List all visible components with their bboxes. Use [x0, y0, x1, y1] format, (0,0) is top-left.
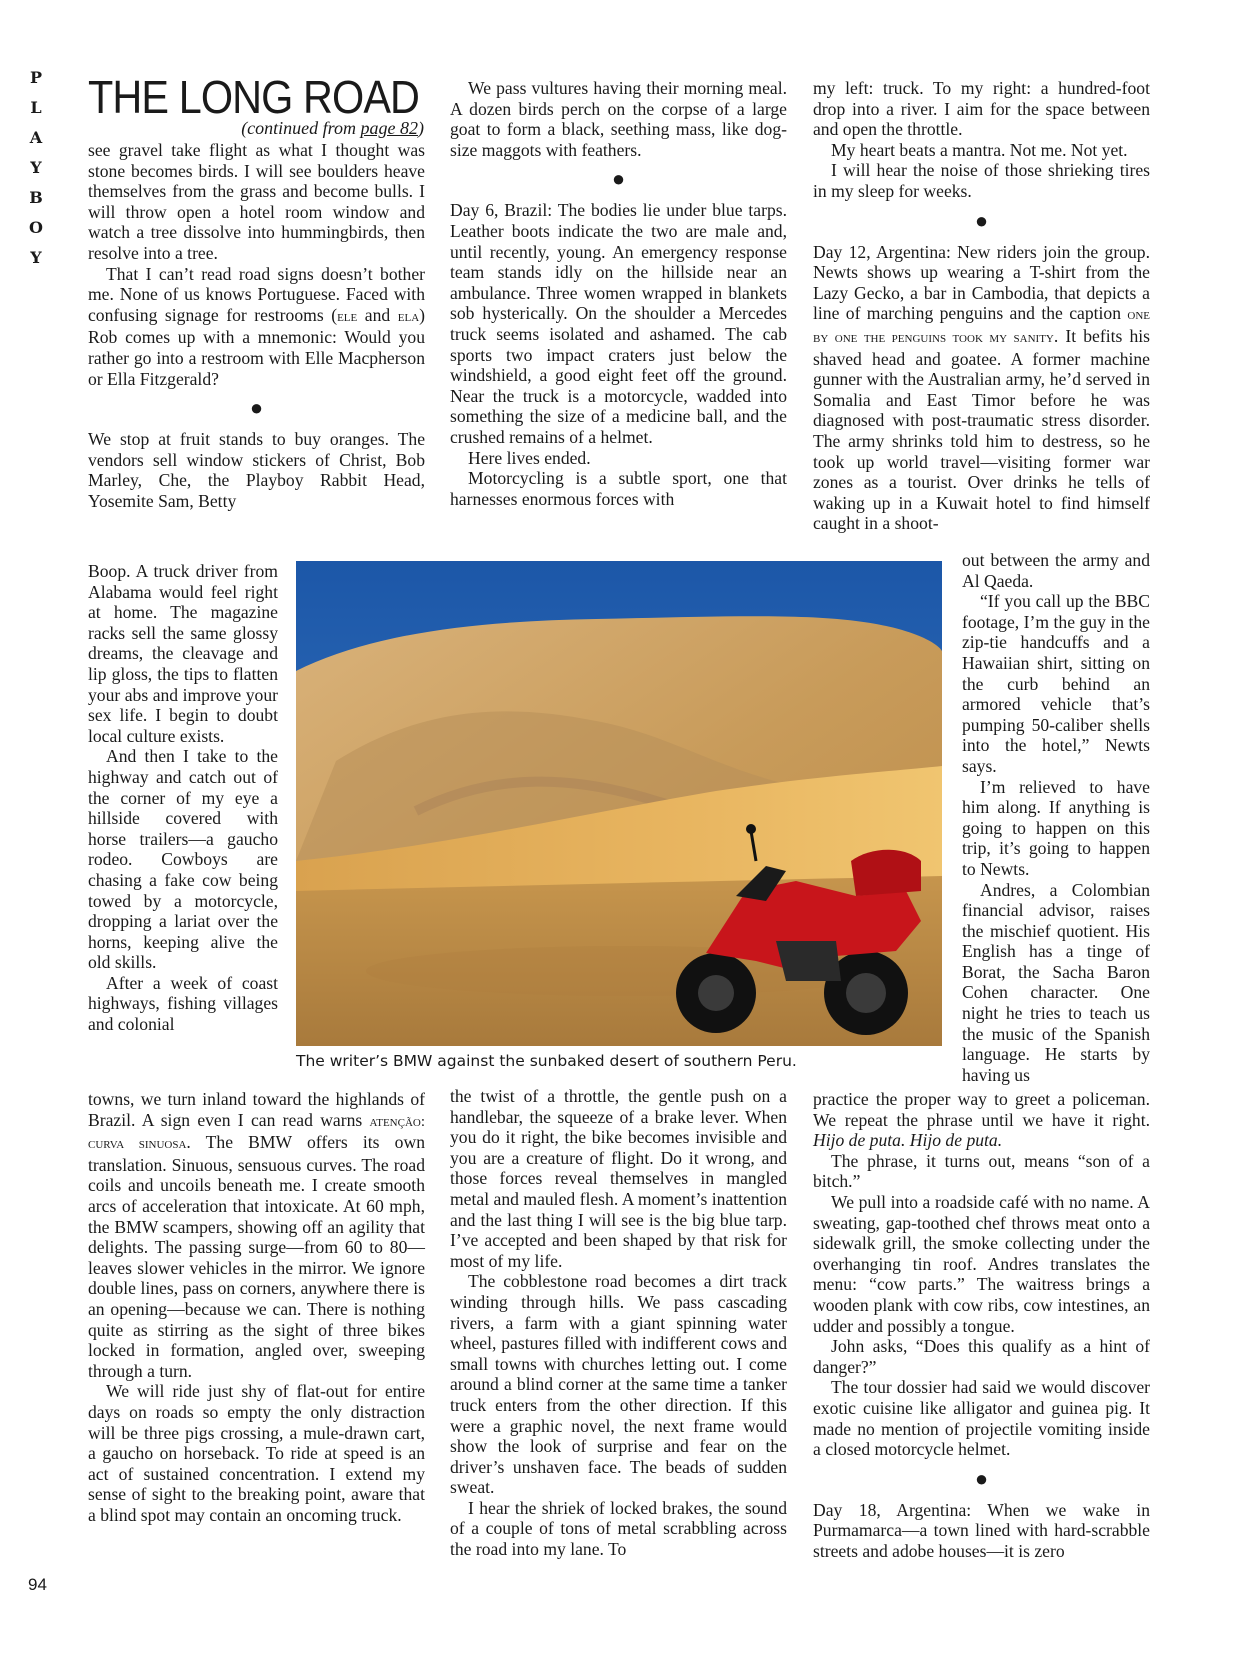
paragraph: I hear the shriek of locked brakes, the sound of a couple of tons of metal scrabbling across the road into my lane. To	[450, 1497, 787, 1560]
magazine-letter: L	[30, 98, 42, 117]
paragraph: Here lives ended.	[468, 447, 591, 468]
paragraph: I will hear the noise of those shrieking tires in my sleep for weeks.	[813, 160, 1150, 201]
paragraph: We will ride just shy of flat-out for entire days on roads so empty the only distraction will be three pigs crossing, a mule-drawn cart, a gaucho on horseback. To ride at speed is an act of sustained concentration. I extend my sense of sight to the breaking point, aware that a blind spot may contain an oncoming truck.	[88, 1381, 425, 1525]
section-bullet: ●	[974, 207, 989, 233]
magazine-letter: Y	[30, 248, 42, 267]
magazine-letter: O	[29, 218, 43, 237]
paragraph: practice the proper way to greet a policeman. We repeat the phrase until we have it right. Hijo de puta. Hijo de puta.	[813, 1089, 1150, 1151]
paragraph: We stop at fruit stands to buy oranges. The vendors sell window stickers of Christ, Bob Marley, Che, the Playboy Rabbit Head, Yosemite Sam, Betty	[88, 429, 425, 511]
continued-prefix: (continued from	[241, 118, 361, 138]
column-2-bottom	[450, 1086, 787, 1560]
paragraph: my left: truck. To my right: a hundred-foot drop into a river. I aim for the space between and open the throttle.	[813, 78, 1150, 140]
paragraph: The phrase, it turns out, means “son of a bitch.”	[813, 1150, 1150, 1192]
magazine-letter: Y	[30, 158, 42, 177]
paragraph: We pull into a roadside café with no name. A sweating, gap-toothed chef throws meat onto a sidewalk grill, the smoke collecting under the overhanging tin roof. Andres translates the menu: “cow parts.” The waitress brings a wooden plank with cow ribs, cow intestines, an udder and possibly a tongue.	[813, 1191, 1150, 1336]
column-3-top	[813, 78, 1150, 534]
magazine-name-vertical	[22, 70, 50, 280]
magazine-letter: A	[29, 128, 43, 147]
photo-illustration	[296, 561, 942, 1046]
magazine-letter: B	[29, 188, 43, 207]
article-title: THE LONG ROAD	[88, 71, 420, 123]
paragraph: “If you call up the BBC footage, I’m the guy in the zip-tie handcuffs and a Hawaiian shirt, sitting on the curb behind an armored vehicle that’s pumping 50-caliber shells into the hotel,” Newts says.	[962, 591, 1150, 776]
column-3-bottom	[813, 1089, 1150, 1561]
section-bullet: ●	[611, 166, 626, 192]
paragraph: The tour dossier had said we would discover exotic cuisine like alligator and guinea pig. It made no mention of projectile vomiting inside a closed motorcycle helmet.	[813, 1377, 1150, 1460]
paragraph: The cobblestone road becomes a dirt track winding through hills. We pass cascading rivers, a farm with a giant spinning water wheel, pastures filled with indifferent cows and small towns with churches letting out. I come around a blind corner at the same time a tanker truck enters from the other direction. If this were a graphic novel, the next frame would show the look of surprise and fear on the driver’s unshaven face. The beads of sudden sweat.	[450, 1271, 787, 1498]
page-number: 94	[28, 1575, 47, 1594]
paragraph: see gravel take flight as what I thought was stone becomes birds. I will see boulders heave themselves from the grass and become bulls. I will throw open a hotel room window and watch a tree dissolve into hummingbirds, then resolve into a tree.	[88, 140, 425, 263]
desert-motorcycle-photo	[296, 561, 942, 1046]
paragraph: the twist of a throttle, the gentle push on a handlebar, the squeeze of a brake lever. When you do it right, the bike becomes invisible and you are a creature of flight. Do it wrong, and those forces reveal themselves in mangled metal and mauled flesh. A moment’s inattention and the last thing I will see is the big blue tarp. I’ve accepted and been shaped by that risk for most of my life.	[450, 1086, 787, 1271]
paragraph: John asks, “Does this qualify as a hint of danger?”	[813, 1336, 1150, 1377]
column-1-bottom	[88, 1089, 425, 1525]
paragraph: Day 6, Brazil: The bodies lie under blue tarps. Leather boots indicate the two are male and, until recently, young. An emergency response team stands idly on the hillside near an ambulance. Three women wrapped in blankets sob hysterically. On the shoulder a Mercedes truck seems isolated and ashamed. The cab sports two impact craters just below the windshield, a good eight feet off the ground. Near the truck is a motorcycle, wadded into something the size of a medicine ball, and the crushed remains of a helmet.	[450, 200, 787, 447]
column-2-top	[450, 78, 787, 509]
photo-caption: The writer’s BMW against the sunbaked desert of southern Peru.	[296, 1052, 797, 1070]
section-bullet: ●	[249, 395, 264, 421]
paragraph: Andres, a Colombian financial advisor, raises the mischief quotient. His English has a tinge of Borat, the Sacha Baron Cohen character. One night he tries to teach us the music of the Spanish language. He starts by having us	[962, 879, 1150, 1085]
column-1-wrap	[88, 561, 278, 1035]
paragraph: We pass vultures having their morning meal. A dozen birds perch on the corpse of a large goat to form a black, seething mass, like dog-size maggots with feathers.	[450, 78, 787, 160]
paragraph: Motorcycling is a subtle sport, one that harnesses enormous forces with	[450, 468, 787, 509]
continued-note	[88, 118, 424, 139]
magazine-letter: P	[29, 68, 43, 87]
paragraph: Day 12, Argentina: New riders join the group. Newts shows up wearing a T-shirt from the Lazy Gecko, a bar in Cambodia, that depicts a line of marching penguins and the caption one by one the penguins took my sanity. It befits his shaved head and goatee. A former machine gunner with the Australian army, he’d served in Somalia and East Timor before he was diagnosed with post-traumatic stress disorder. The army shrinks told him to destress, so he took up world travel—visiting former war zones as a tourist. Over drinks he tells of waking up in a Kuwait hotel to find himself caught in a shoot-	[813, 241, 1150, 534]
continued-page-link[interactable]: page 82	[360, 118, 418, 138]
paragraph: Boop. A truck driver from Alabama would feel right at home. The magazine racks sell the same glossy dreams, the cleavage and lip gloss, the tips to flatten your abs and improve your sex life. I begin to doubt local culture exists.	[88, 561, 278, 746]
paragraph: I’m relieved to have him along. If anything is going to happen on this trip, it’s going to happen to Newts.	[962, 776, 1150, 879]
paragraph: towns, we turn inland toward the highlands of Brazil. A sign even I can read warns atenção: curva sinuosa. The BMW offers its own translation. Sinuous, sensuous curves. The road coils and uncoils beneath me. I create smooth arcs of acceleration that intoxicate. At 60 mph, the BMW scampers, showing off an agility that delights. The passing surge—from 60 to 80—leaves slower vehicles in the mirror. We ignore double lines, pass on corners, anywhere there is an opening—because we can. There is nothing quite as stirring as the sight of three bikes locked in formation, angled over, sweeping through a turn.	[88, 1089, 425, 1381]
section-bullet: ●	[974, 1465, 989, 1491]
paragraph: After a week of coast highways, fishing villages and colonial	[88, 972, 278, 1035]
column-3-wrap	[962, 550, 1150, 1085]
continued-suffix: )	[418, 118, 424, 138]
paragraph: That I can’t read road signs doesn’t bother me. None of us knows Portuguese. Faced with confusing signage for restrooms (ele and ela) Rob comes up with a mnemonic: Would you rather go into a restroom with Elle Macpherson or Ella Fitzgerald?	[88, 263, 425, 389]
paragraph: And then I take to the highway and catch out of the corner of my eye a hillside covered with horse trailers—a gaucho rodeo. Cowboys are chasing a fake cow being towed by a motorcycle, dropping a lariat over the horns, keeping alive the old skills.	[88, 746, 278, 973]
paragraph: My heart beats a mantra. Not me. Not yet.	[831, 139, 1128, 160]
paragraph: Day 18, Argentina: When we wake in Purmamarca—a town lined with hard-scrabble streets and adobe houses—it is zero	[813, 1499, 1150, 1561]
paragraph: out between the army and Al Qaeda.	[962, 550, 1150, 591]
column-1-top	[88, 140, 425, 512]
